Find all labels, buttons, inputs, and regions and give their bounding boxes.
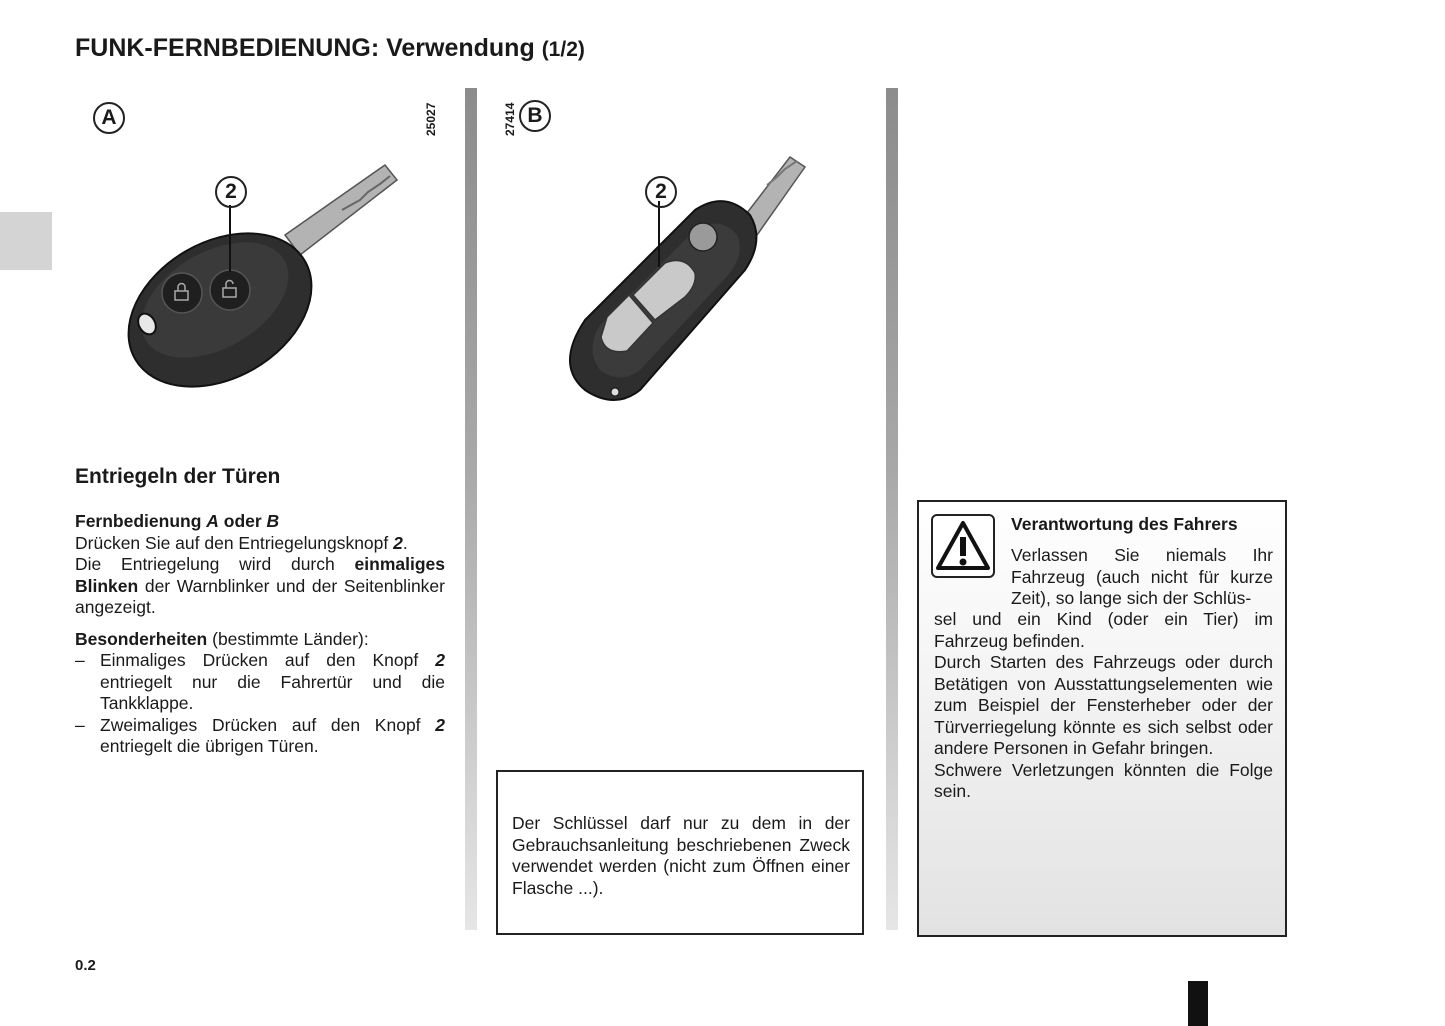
flip-release-button-icon [689,223,717,251]
page-title-text: FUNK-FERNBEDIENUNG: Verwendung [75,34,535,62]
column-divider-left [465,88,477,930]
list-item-1-num: 2 [435,650,445,670]
figure-a-label: A [93,102,125,134]
special-label: Besonderheiten [75,628,208,649]
para1-text: Drücken Sie auf den Entriegelungsknopf [75,532,394,553]
para1-end: . [402,532,408,553]
warning-body [934,609,1273,803]
figure-b-label: B [519,100,551,132]
key-blade-icon [285,165,397,255]
note-box [496,770,864,935]
warning-intro: Verlassen Sie niemals Ihr Fahrzeug (auch nicht für kurze Zeit), so lange sich der Schlüs- [1011,545,1273,608]
paragraph-1 [75,533,445,555]
list-item-2-end: entriegelt die übrigen Türen. [100,736,319,756]
para2-text: Die Entriegelung wird durch [75,554,355,574]
warning-cont: sel und ein Kind (oder ein Tier) im Fahrzeug befinden. [934,609,1273,651]
list-item-2-text: Zweimaliges Drücken auf den Knopf [100,714,436,735]
list-dash: – [75,714,85,735]
lock-button-icon [162,273,202,313]
warning-triangle-icon [931,514,995,578]
thumb-index-mark [1188,981,1208,1026]
figure-a-code: 25027 [424,102,438,136]
unlock-button-icon [210,270,250,310]
para2-bold: einmaliges Blinken [75,554,445,596]
sub-heading [75,511,445,533]
list-item-1-text: Einmaliges Drücken auf den Knopf [100,650,436,670]
remote-key-a-illustration [110,150,410,410]
page-title-part: (1/2) [541,38,585,61]
para2-end: der Warnblinker und der Seitenblinker angezeigt. [75,575,445,617]
column-divider-right [886,88,898,930]
list-item-2-num: 2 [435,714,445,735]
special-heading [75,629,445,651]
sub-heading-mid: oder [218,511,267,531]
list-item [75,715,445,758]
section-heading: Entriegeln der Türen [75,465,281,488]
sub-heading-a: A [206,511,219,531]
warning-para2: Durch Starten des Fahrzeugs oder durch Betätigen von Ausstattungselementen wie zum Beispiel der Fensterheber oder der Türverriegelung könnte es sich selbst oder andere Personen in Gefahr bringen. [934,652,1273,758]
para1-num: 2 [393,532,403,553]
sub-heading-b: B [266,511,280,531]
warning-box [917,500,1287,937]
section-body [75,511,445,758]
callout-2-a: 2 [215,176,247,208]
flip-key-b-illustration [545,145,825,415]
warning-title: Verantwortung des Fahrers [1011,514,1238,534]
special-rest: (bestimmte Länder): [207,628,369,649]
chapter-tab-marker [0,212,52,270]
note-text: Der Schlüssel darf nur zu dem in der Gebrauchsanleitung beschriebenen Zweck verwendet werden (nicht zum Öffnen einer Flasche ...). [512,813,850,898]
warning-para3: Schwere Verletzungen könnten die Folge sein. [934,759,1273,801]
page-number: 0.2 [75,957,96,974]
figure-b-code: 27414 [503,102,517,136]
sub-heading-prefix: Fernbedienung [75,511,207,531]
paragraph-2 [75,554,445,619]
list-item-1-end: entriegelt nur die Fahrertür und die Tankklappe. [100,671,445,713]
list-dash: – [75,650,85,670]
list-item [75,650,445,715]
page-title [75,34,585,63]
callout-2-b: 2 [645,176,677,208]
